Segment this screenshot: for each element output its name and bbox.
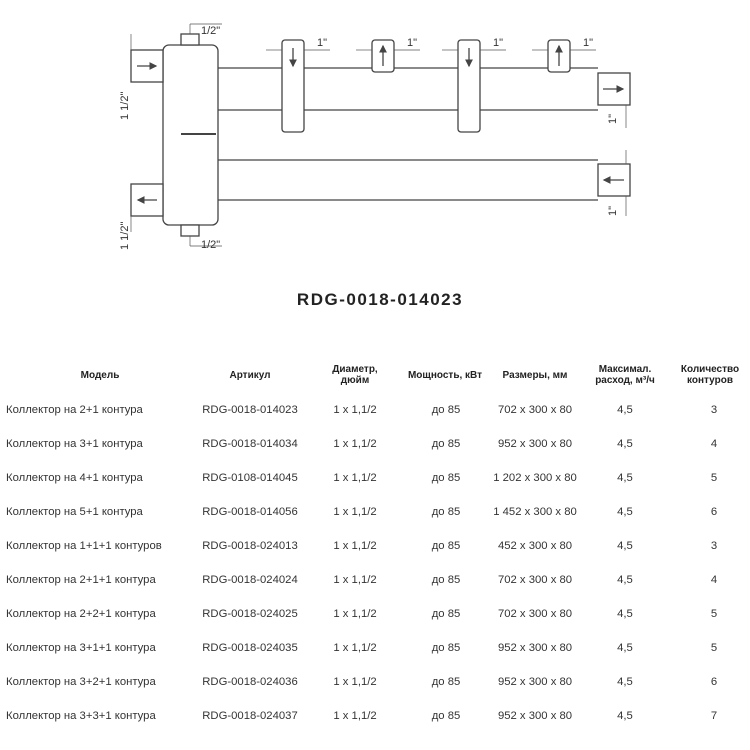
cell-circuits: 5 — [710, 472, 718, 484]
cell-article: RDG-0018-024035 — [202, 642, 298, 654]
cell-model: Коллектор на 2+1 контура — [6, 404, 143, 416]
cell-circuits: 3 — [710, 540, 718, 552]
dim-right-lower: 1" — [607, 205, 619, 216]
cell-dimensions: 952 х 300 х 80 — [497, 676, 573, 688]
cell-power: до 85 — [431, 642, 461, 654]
cell-model: Коллектор на 2+1+1 контура — [6, 574, 156, 586]
cell-power: до 85 — [431, 438, 461, 450]
header-model: Модель — [80, 370, 120, 381]
dim-one-and-half-lower: 1 1/2" — [119, 221, 131, 250]
cell-dimensions: 702 х 300 х 80 — [497, 574, 573, 586]
dim-inch-2: 1" — [407, 37, 418, 49]
cell-circuits: 6 — [710, 506, 718, 518]
dim-right-upper: 1" — [607, 113, 619, 124]
model-title: RDG-0018-014023 — [296, 290, 464, 309]
cell-power: до 85 — [431, 574, 461, 586]
cell-article: RDG-0018-014034 — [202, 438, 298, 450]
cell-max-flow: 4,5 — [617, 438, 633, 450]
cell-diameter: 1 x 1,1/2 — [333, 574, 377, 586]
cell-power: до 85 — [431, 506, 461, 518]
cell-diameter: 1 x 1,1/2 — [333, 540, 377, 552]
cell-dimensions: 702 х 300 х 80 — [497, 404, 573, 416]
dim-one-and-half-upper: 1 1/2" — [119, 91, 131, 120]
manifold-drawing — [0, 0, 750, 270]
cell-max-flow: 4,5 — [617, 710, 633, 722]
dim-inch-4: 1" — [583, 37, 594, 49]
table-row — [0, 540, 750, 560]
table-row — [0, 676, 750, 696]
table-row — [0, 506, 750, 526]
cell-article: RDG-0018-024024 — [202, 574, 298, 586]
table-row — [0, 404, 750, 424]
cell-article: RDG-0018-024037 — [202, 710, 298, 722]
cell-max-flow: 4,5 — [617, 506, 633, 518]
cell-article: RDG-0018-024025 — [202, 608, 298, 620]
cell-article: RDG-0018-014056 — [202, 506, 298, 518]
cell-dimensions: 1 202 х 300 х 80 — [493, 472, 577, 484]
cell-max-flow: 4,5 — [617, 642, 633, 654]
cell-article: RDG-0018-024013 — [202, 540, 298, 552]
cell-diameter: 1 x 1,1/2 — [333, 608, 377, 620]
cell-diameter: 1 x 1,1/2 — [333, 438, 377, 450]
cell-model: Коллектор на 3+1 контура — [6, 438, 143, 450]
table-row — [0, 574, 750, 594]
header-dimensions: Размеры, мм — [502, 370, 568, 381]
cell-circuits: 6 — [710, 676, 718, 688]
header-circuits: Количество контуров — [680, 364, 740, 386]
cell-model: Коллектор на 5+1 контура — [6, 506, 143, 518]
cell-power: до 85 — [431, 676, 461, 688]
cell-model: Коллектор на 3+1+1 контура — [6, 642, 156, 654]
header-diameter: Диаметр, дюйм — [332, 364, 378, 386]
cell-circuits: 3 — [710, 404, 718, 416]
dim-half-top: 1/2" — [201, 25, 221, 37]
dim-inch-3: 1" — [493, 37, 504, 49]
cell-max-flow: 4,5 — [617, 676, 633, 688]
cell-article: RDG-0018-014023 — [202, 404, 298, 416]
cell-dimensions: 1 452 х 300 х 80 — [493, 506, 577, 518]
cell-model: Коллектор на 3+2+1 контура — [6, 676, 156, 688]
cell-max-flow: 4,5 — [617, 574, 633, 586]
cell-article: RDG-0108-014045 — [202, 472, 298, 484]
cell-circuits: 5 — [710, 642, 718, 654]
cell-model: Коллектор на 4+1 контура — [6, 472, 143, 484]
header-power: Мощность, кВт — [407, 370, 483, 381]
table-row — [0, 710, 750, 730]
cell-circuits: 4 — [710, 574, 718, 586]
cell-max-flow: 4,5 — [617, 608, 633, 620]
cell-power: до 85 — [431, 472, 461, 484]
dim-inch-1: 1" — [317, 37, 328, 49]
cell-diameter: 1 x 1,1/2 — [333, 404, 377, 416]
cell-dimensions: 452 х 300 х 80 — [497, 540, 573, 552]
cell-power: до 85 — [431, 540, 461, 552]
cell-power: до 85 — [431, 404, 461, 416]
cell-model: Коллектор на 1+1+1 контуров — [6, 540, 162, 552]
cell-circuits: 4 — [710, 438, 718, 450]
header-max-flow: Максимал. расход, м³/ч — [595, 364, 655, 386]
cell-power: до 85 — [431, 710, 461, 722]
table-row — [0, 608, 750, 628]
cell-circuits: 7 — [710, 710, 718, 722]
cell-power: до 85 — [431, 608, 461, 620]
table-row — [0, 438, 750, 458]
cell-max-flow: 4,5 — [617, 404, 633, 416]
cell-model: Коллектор на 2+2+1 контура — [6, 608, 156, 620]
cell-dimensions: 952 х 300 х 80 — [497, 642, 573, 654]
table-row — [0, 472, 750, 492]
cell-diameter: 1 x 1,1/2 — [333, 642, 377, 654]
cell-max-flow: 4,5 — [617, 472, 633, 484]
cell-diameter: 1 x 1,1/2 — [333, 472, 377, 484]
cell-model: Коллектор на 3+3+1 контура — [6, 710, 156, 722]
cell-dimensions: 952 х 300 х 80 — [497, 438, 573, 450]
cell-dimensions: 702 х 300 х 80 — [497, 608, 573, 620]
cell-diameter: 1 x 1,1/2 — [333, 676, 377, 688]
table-row — [0, 642, 750, 662]
cell-circuits: 5 — [710, 608, 718, 620]
dim-half-bottom: 1/2" — [201, 239, 221, 251]
cell-diameter: 1 x 1,1/2 — [333, 710, 377, 722]
cell-article: RDG-0018-024036 — [202, 676, 298, 688]
cell-dimensions: 952 х 300 х 80 — [497, 710, 573, 722]
cell-diameter: 1 x 1,1/2 — [333, 506, 377, 518]
header-article: Артикул — [229, 370, 271, 381]
cell-max-flow: 4,5 — [617, 540, 633, 552]
